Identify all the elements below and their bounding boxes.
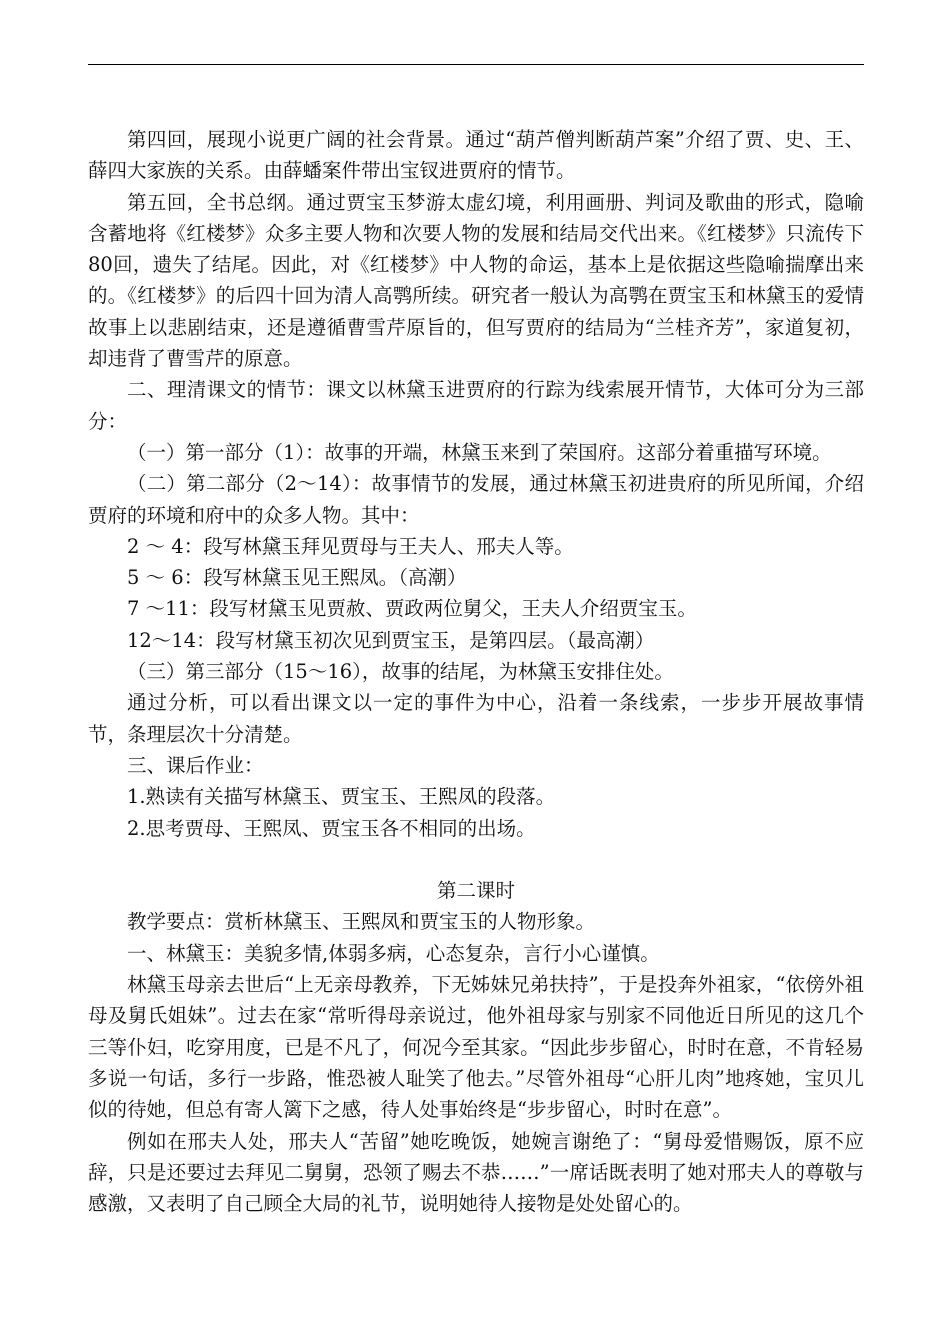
heading-lin-daiyu: 一、林黛玉：美貌多情,体弱多病，心态复杂，言行小心谨慎。 bbox=[127, 941, 660, 965]
paragraph-part-two: （二）第二部分（2～14）：故事情节的发展，通过林黛玉初进贵府的所见所闻，介绍贾府的环境和府中的众多人物。其中： bbox=[88, 472, 864, 527]
paragraph-chapter-four: 第四回，展现小说更广阔的社会背景。通过“葫芦僧判断葫芦案”介绍了贾、史、王、薛四大家族的关系。由薛蟠案件带出宝钗进贾府的情节。 bbox=[88, 128, 864, 183]
list-item-section-12-14: 12～14：段写材黛玉初次见到贾宝玉，是第四层。（最高潮） bbox=[127, 628, 655, 652]
homework-item-1: 1.熟读有关描写林黛玉、贾宝玉、王熙凤的段落。 bbox=[127, 785, 556, 809]
lesson-title: 第二课时 bbox=[436, 879, 515, 903]
list-item-section-5-6: 5 ～ 6：段写林黛玉见王熙凤。（高潮） bbox=[127, 566, 467, 590]
homework-item-2: 2.思考贾母、王熙凤、贾宝玉各不相同的出场。 bbox=[127, 816, 536, 840]
heading-homework: 三、课后作业： bbox=[127, 753, 264, 777]
paragraph-lin-daiyu-background: 林黛玉母亲去世后“上无亲母教养，下无姊妹兄弟扶持”，于是投奔外祖家，“依傍外祖母及舅氏姐妹”。过去在家“常听得母亲说过，他外祖母家与别家不同他近日所见的这几个三等仆妇，吃穿用度，已是不凡了，何况今至其家。“因此步步留心，时时在意，不肯轻易多说一句话，多行一步路，惟恐被人耻笑了他去。”尽管外祖母“心肝儿肉”地疼她，宝贝儿似的待她，但总有寄人篱下之感，待人处事始终是“步步留心，时时在意”。 bbox=[88, 973, 864, 1122]
paragraph-chapter-five: 第五回，全书总纲。通过贾宝玉梦游太虚幻境，利用画册、判词及歌曲的形式，隐喻含蓄地将《红楼梦》众多主要人物和次要人物的发展和结局交代出来。《红楼梦》只流传下80回，遗失了结尾。因此，对《红楼梦》中人物的命运，基本上是依据这些隐喻揣摩出来的。《红楼梦》的后四十回为清人高鹗所续。研究者一般认为高鹗在贾宝玉和林黛玉的爱情故事上以悲剧结束，还是遵循曹雪芹原旨的，但写贾府的结局为“兰桂齐芳”，家道复初，却违背了曹雪芹的原意。 bbox=[88, 190, 864, 371]
document-body bbox=[88, 124, 864, 1219]
paragraph-teaching-points: 教学要点：赏析林黛玉、王熙凤和贾宝玉的人物形象。 bbox=[127, 910, 596, 934]
paragraph-plot-overview: 二、理清课文的情节：课文以林黛玉进贾府的行踪为线索展开情节，大体可分为三部分： bbox=[88, 378, 864, 433]
header-rule bbox=[88, 64, 864, 65]
paragraph-lin-daiyu-example: 例如在邢夫人处，邢夫人“苦留”她吃晚饭，她婉言谢绝了：“舅母爱惜赐饭，原不应辞，只是还要过去拜见二舅舅，恐领了赐去不恭……”一席话既表明了她对邢夫人的尊敬与感激，又表明了自己顾全大局的礼节，说明她待人接物是处处留心的。 bbox=[88, 1129, 864, 1216]
paragraph-part-one: （一）第一部分（1）：故事的开端，林黛玉来到了荣国府。这部分着重描写环境。 bbox=[127, 440, 832, 464]
paragraph-analysis: 通过分析，可以看出课文以一定的事件为中心，沿着一条线索，一步步开展故事情节，条理层次十分清楚。 bbox=[88, 691, 864, 746]
list-item-section-7-11: 7 ～11：段写材黛玉见贾赦、贾政两位舅父，王夫人介绍贾宝玉。 bbox=[127, 597, 697, 621]
list-item-section-2-4: 2 ～ 4：段写林黛玉拜见贾母与王夫人、邢夫人等。 bbox=[127, 534, 574, 558]
paragraph-part-three: （三）第三部分（15～16），故事的结尾，为林黛玉安排住处。 bbox=[127, 660, 674, 684]
section-spacer bbox=[88, 844, 864, 875]
